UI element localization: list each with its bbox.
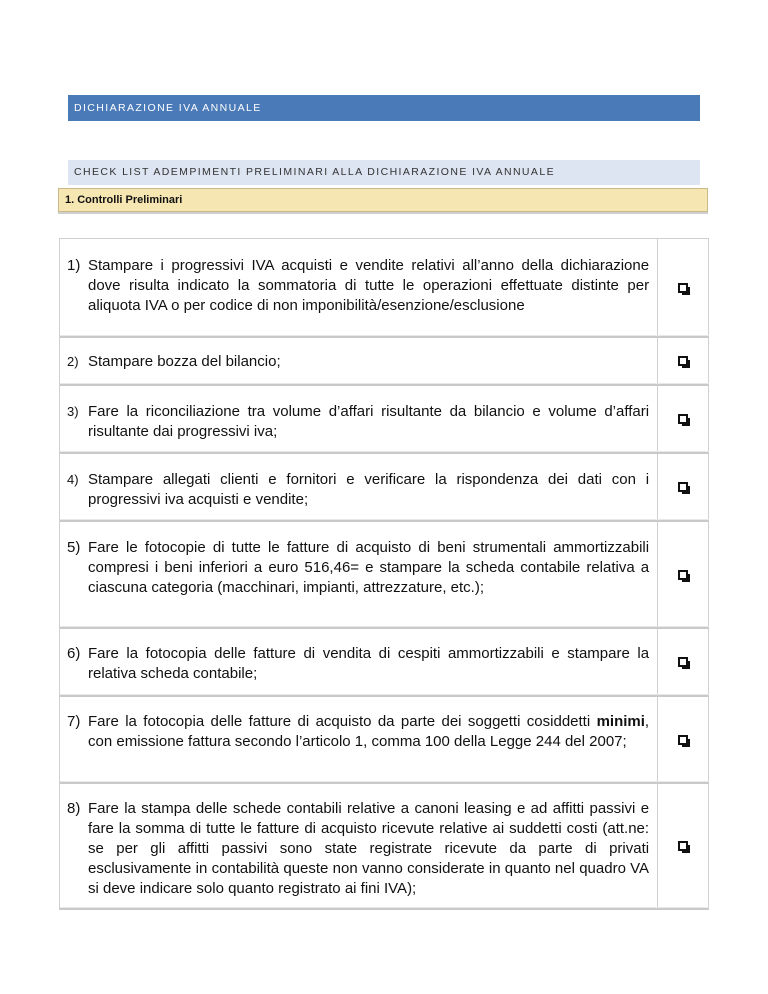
section-header: 1. Controlli Preliminari: [58, 188, 708, 212]
document-title: DICHIARAZIONE IVA ANNUALE: [68, 95, 700, 121]
checkbox-cell: [658, 338, 709, 384]
item-text: Stampare i progressivi IVA acquisti e vendite relativi all’anno della dichiarazione dove risulta indicato la sommatoria di tutte le operazioni effettuate distinte per aliquota IVA o per codice di non imponibilità/esenzione/esclusione: [88, 257, 650, 314]
item-text: Fare la fotocopia delle fatture di vendita di cespiti ammortizzabili e stampare la relativa scheda contabile;: [88, 645, 650, 682]
item-text: Fare le fotocopie di tutte le fatture di acquisto di beni strumentali ammortizzabili compresi i beni inferiori a euro 516,46= e stampare la scheda contabile relativa a ciascuna categoria (macchinari, impianti, attrezzature, etc.);: [88, 539, 650, 596]
item-number: 8): [67, 800, 81, 817]
item-number: 1): [67, 257, 81, 274]
item-text: Fare la stampa delle schede contabili relative a canoni leasing e ad affitti passivi e fare la somma di tutte le fatture di acquisto ricevute relative ai suddetti costi (att.ne: se per gli affitti passivi sono state registrate ricevute da parte di privati esclusivamente in contabilità queste non vanno considerate in quanto nel quadro VA si deve indicare solo quanto registrato ai fini IVA);: [88, 800, 650, 897]
item-text: Stampare bozza del bilancio;: [88, 353, 281, 370]
checkbox-icon[interactable]: [678, 482, 688, 492]
item-number: 6): [67, 645, 81, 662]
checklist-row: [60, 629, 709, 697]
checkbox-icon[interactable]: [678, 283, 688, 293]
checklist-row: [60, 784, 709, 910]
item-text-cell: [60, 338, 658, 384]
checkbox-icon[interactable]: [678, 356, 688, 366]
checkbox-icon[interactable]: [678, 841, 688, 851]
item-text: Fare la riconciliazione tra volume d’affari risultante da bilancio e volume d’affari risultante dai progressivi iva;: [88, 403, 650, 440]
checkbox-cell: [658, 522, 709, 627]
checklist-table: [59, 238, 709, 910]
checklist-row: [60, 386, 709, 454]
checklist-row: [60, 697, 709, 784]
checkbox-icon[interactable]: [678, 735, 688, 745]
checkbox-cell: [658, 454, 709, 520]
checkbox-icon[interactable]: [678, 414, 688, 424]
checklist-row: [60, 522, 709, 629]
checkbox-cell: [658, 386, 709, 452]
item-text: Stampare allegati clienti e fornitori e verificare la rispondenza dei dati con i progressivi iva acquisti e vendite;: [88, 471, 650, 508]
item-text-cell: [60, 784, 658, 908]
checklist-row: [60, 239, 709, 338]
checklist-subtitle: CHECK LIST ADEMPIMENTI PRELIMINARI ALLA DICHIARAZIONE IVA ANNUALE: [68, 160, 700, 185]
item-text-cell: [60, 239, 658, 336]
checklist-row: [60, 338, 709, 386]
item-number: 7): [67, 713, 81, 730]
checkbox-icon[interactable]: [678, 570, 688, 580]
item-text-cell: [60, 697, 658, 782]
item-text-cell: [60, 522, 658, 627]
checkbox-cell: [658, 629, 709, 695]
item-number: 3): [67, 404, 79, 419]
item-text-bold: minimi: [596, 713, 645, 730]
checklist-row: [60, 454, 709, 522]
checkbox-icon[interactable]: [678, 657, 688, 667]
item-text-part: Fare la fotocopia delle fatture di acquisto da parte dei soggetti cosiddetti: [88, 713, 597, 730]
item-text-cell: [60, 386, 658, 452]
item-number: 4): [67, 472, 79, 487]
item-text-cell: [60, 629, 658, 695]
item-number: 2): [67, 354, 79, 369]
checkbox-cell: [658, 239, 709, 336]
checkbox-cell: [658, 697, 709, 782]
item-text-cell: [60, 454, 658, 520]
item-number: 5): [67, 539, 81, 556]
item-text-part: , con emissione fattura secondo l’articolo 1, comma 100 della Legge 244 del 2007;: [88, 713, 650, 750]
checkbox-cell: [658, 784, 709, 908]
